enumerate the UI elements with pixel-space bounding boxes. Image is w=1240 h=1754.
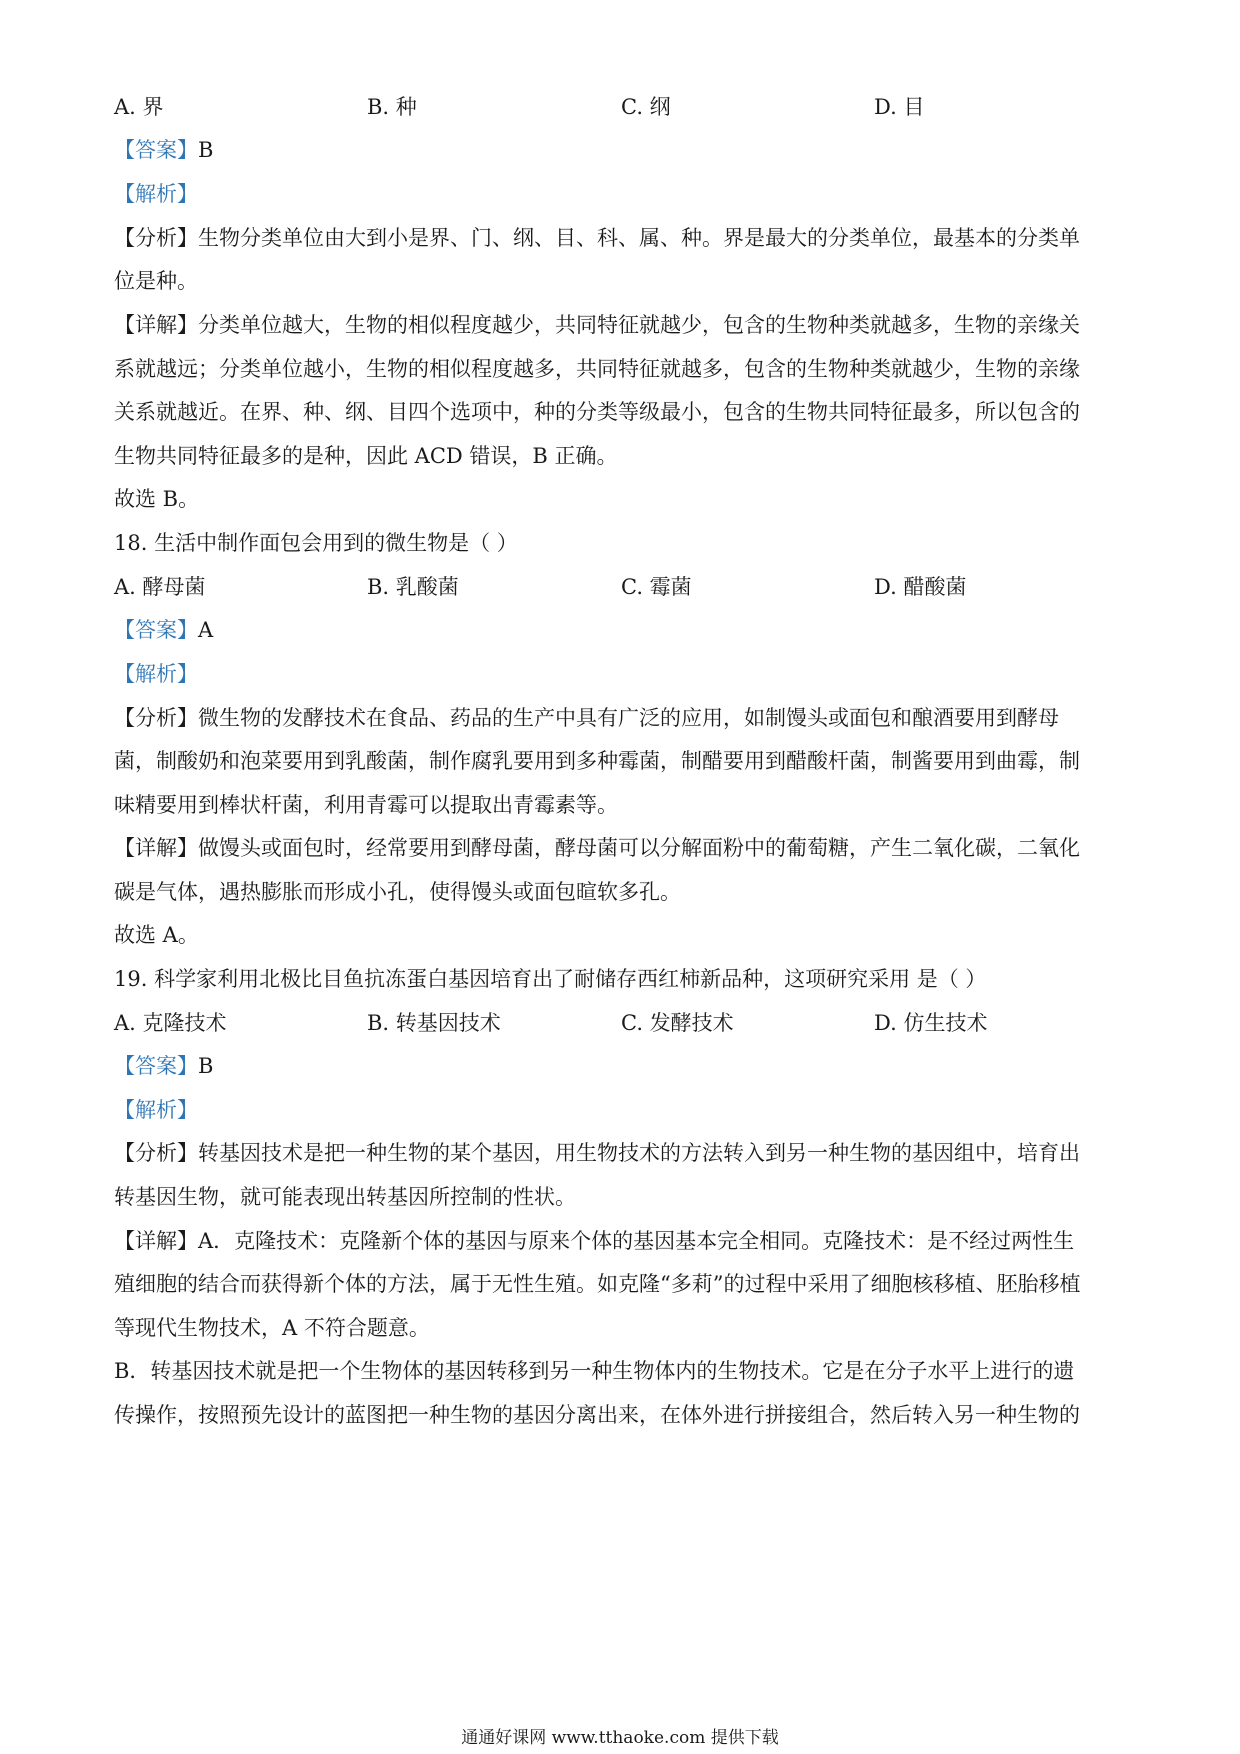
q18-option-a: A. 酵母菌 — [114, 575, 206, 599]
xiangjie-text: 做馒头或面包时，经常要用到酵母菌，酵母菌可以分解面粉中的葡萄糖，产生二氧化碳，二氧化 — [198, 836, 1080, 860]
page-footer: 通通好课网 www.tthaoke.com 提供下载 — [461, 1728, 779, 1748]
fenxi-text: 微生物的发酵技术在食品、药品的生产中具有广泛的应用，如制馒头或面包和酿酒要用到酵母 — [198, 706, 1059, 730]
analysis-tag: 【解析】 — [114, 1098, 198, 1122]
answer-tag: 【答案】 — [114, 138, 198, 162]
q19-option-b-explanation-line-2: 传操作，按照预先设计的蓝图把一种生物的基因分离出来，在体外进行拼接组合，然后转入另一种生物的 — [114, 1403, 1080, 1427]
q17-option-a: A. 界 — [114, 95, 164, 119]
xiangjie-tag: 【详解】 — [114, 836, 198, 860]
q18-option-d: D. 醋酸菌 — [874, 575, 967, 599]
q19-xiangjie-line-2: 殖细胞的结合而获得新个体的方法，属于无性生殖。如克隆“多莉”的过程中采用了细胞核移植、胚胎移植 — [114, 1272, 1081, 1296]
q19-analysis-heading — [114, 1095, 1124, 1125]
q19-option-b: B. 转基因技术 — [367, 1011, 501, 1035]
q18-question: 18. 生活中制作面包会用到的微生物是（ ） — [114, 531, 518, 555]
q19-option-a: A. 克隆技术 — [114, 1011, 227, 1035]
fenxi-text: 生物分类单位由大到小是界、门、纲、目、科、属、种。界是最大的分类单位，最基本的分类单 — [198, 226, 1080, 250]
answer-value: B — [198, 138, 214, 162]
q19-option-b-explanation-line-1: B．转基因技术就是把一个生物体的基因转移到另一种生物体内的生物技术。它是在分子水平上进行的遗 — [114, 1359, 1075, 1383]
q19-question: 19. 科学家利用北极比目鱼抗冻蛋白基因培育出了耐储存西红柿新品种，这项研究采用 是（ ） — [114, 967, 987, 991]
fenxi-tag: 【分析】 — [114, 226, 198, 250]
q17-answer — [114, 135, 1124, 165]
q19-fenxi-line-1 — [114, 1138, 1124, 1168]
q18-fenxi-line-2: 菌，制酸奶和泡菜要用到乳酸菌，制作腐乳要用到多种霉菌，制醋要用到醋酸杆菌，制酱要用到曲霉，制 — [114, 749, 1080, 773]
q19-xiangjie-line-3: 等现代生物技术，A 不符合题意。 — [114, 1316, 430, 1340]
q18-conclusion: 故选 A。 — [114, 923, 199, 947]
q17-fenxi-line-1 — [114, 223, 1124, 253]
q17-fenxi-line-2: 位是种。 — [114, 269, 198, 293]
q18-fenxi-line-3: 味精要用到棒状杆菌，利用青霉可以提取出青霉素等。 — [114, 793, 618, 817]
xiangjie-text: A．克隆技术：克隆新个体的基因与原来个体的基因基本完全相同。克隆技术：是不经过两性生 — [198, 1229, 1075, 1253]
q17-option-b: B. 种 — [367, 95, 417, 119]
q18-xiangjie-line-2: 碳是气体，遇热膨胀而形成小孔，使得馒头或面包暄软多孔。 — [114, 880, 681, 904]
q18-answer — [114, 615, 1124, 645]
fenxi-tag: 【分析】 — [114, 1141, 198, 1165]
q18-option-b: B. 乳酸菌 — [367, 575, 459, 599]
q17-conclusion: 故选 B。 — [114, 487, 200, 511]
answer-value: A — [198, 618, 214, 642]
answer-value: B — [198, 1054, 214, 1078]
q18-analysis-heading — [114, 659, 1124, 689]
answer-tag: 【答案】 — [114, 618, 198, 642]
q18-xiangjie-line-1 — [114, 833, 1124, 863]
q17-xiangjie-line-2: 系就越远；分类单位越小，生物的相似程度越多，共同特征就越多，包含的生物种类就越少，生物的亲缘 — [114, 357, 1080, 381]
q17-option-d: D. 目 — [874, 95, 925, 119]
q17-option-c: C. 纲 — [621, 95, 671, 119]
q19-option-d: D. 仿生技术 — [874, 1011, 988, 1035]
q19-fenxi-line-2: 转基因生物，就可能表现出转基因所控制的性状。 — [114, 1185, 576, 1209]
xiangjie-text: 分类单位越大，生物的相似程度越少，共同特征就越少，包含的生物种类就越多，生物的亲缘关 — [198, 313, 1080, 337]
q17-xiangjie-line-4: 生物共同特征最多的是种，因此 ACD 错误，B 正确。 — [114, 444, 618, 468]
q18-fenxi-line-1 — [114, 703, 1124, 733]
answer-tag: 【答案】 — [114, 1054, 198, 1078]
q17-xiangjie-line-3: 关系就越近。在界、种、纲、目四个选项中，种的分类等级最小，包含的生物共同特征最多，所以包含的 — [114, 400, 1080, 424]
xiangjie-tag: 【详解】 — [114, 1229, 198, 1253]
q19-xiangjie-line-1 — [114, 1226, 1124, 1256]
q17-analysis-heading — [114, 179, 1124, 209]
fenxi-tag: 【分析】 — [114, 706, 198, 730]
q18-option-c: C. 霉菌 — [621, 575, 692, 599]
q19-answer — [114, 1051, 1124, 1081]
analysis-tag: 【解析】 — [114, 182, 198, 206]
xiangjie-tag: 【详解】 — [114, 313, 198, 337]
analysis-tag: 【解析】 — [114, 662, 198, 686]
q19-option-c: C. 发酵技术 — [621, 1011, 734, 1035]
q17-xiangjie-line-1 — [114, 310, 1124, 340]
fenxi-text: 转基因技术是把一种生物的某个基因，用生物技术的方法转入到另一种生物的基因组中，培育出 — [198, 1141, 1080, 1165]
